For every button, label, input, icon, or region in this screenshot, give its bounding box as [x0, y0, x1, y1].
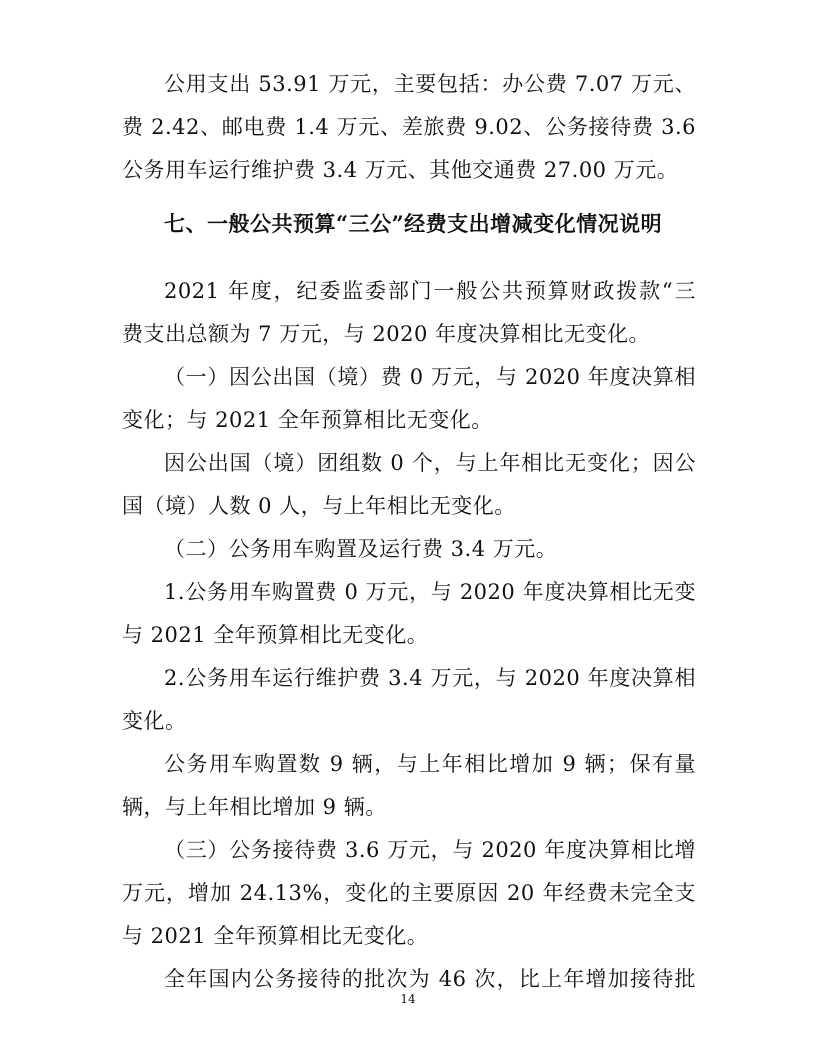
paragraph-line: 公务用车运行维护费 3.4 万元、其他交通费 27.00 万元。	[122, 158, 679, 182]
paragraph-line: （三）公务接待费 3.6 万元，与 2020 年度决算相比增	[164, 838, 696, 862]
page-number: 14	[400, 992, 416, 1006]
paragraph-line: 公用支出 53.91 万元，主要包括：办公费 7.07 万元、	[164, 72, 696, 96]
paragraph-line: 国（境）人数 0 人，与上年相比无变化。	[122, 494, 516, 518]
paragraph-line: 费支出总额为 7 万元，与 2020 年度决算相比无变化。	[122, 322, 651, 346]
section-heading: 七、一般公共预算“三公”经费支出增减变化情况说明	[164, 211, 663, 236]
paragraph-line: 2021 年度，纪委监委部门一般公共预算财政拨款“三	[164, 279, 696, 303]
paragraph-line: 公务用车购置数 9 辆，与上年相比增加 9 辆；保有量	[164, 752, 696, 776]
paragraph-line: 万元，增加 24.13%，变化的主要原因 20 年经费未完全支	[122, 881, 696, 905]
paragraph-line: 1.公务用车购置费 0 万元，与 2020 年度决算相比无变	[164, 580, 696, 604]
paragraph-line: （一）因公出国（境）费 0 万元，与 2020 年度决算相	[164, 365, 696, 389]
paragraph-line: （二）公务用车购置及运行费 3.4 万元。	[164, 537, 558, 561]
paragraph-line: 变化；与 2021 全年预算相比无变化。	[122, 408, 493, 432]
paragraph-line: 全年国内公务接待的批次为 46 次，比上年增加接待批	[164, 967, 696, 991]
paragraph-line: 与 2021 全年预算相比无变化。	[122, 924, 429, 948]
paragraph-line: 与 2021 全年预算相比无变化。	[122, 623, 429, 647]
paragraph-line: 费 2.42、邮电费 1.4 万元、差旅费 9.02、公务接待费 3.6	[122, 115, 696, 139]
paragraph-line: 因公出国（境）团组数 0 个，与上年相比无变化；因公	[164, 451, 696, 475]
paragraph-line: 变化。	[122, 709, 187, 733]
paragraph-line: 辆，与上年相比增加 9 辆。	[122, 795, 387, 819]
paragraph-line: 2.公务用车运行维护费 3.4 万元，与 2020 年度决算相	[164, 666, 696, 690]
